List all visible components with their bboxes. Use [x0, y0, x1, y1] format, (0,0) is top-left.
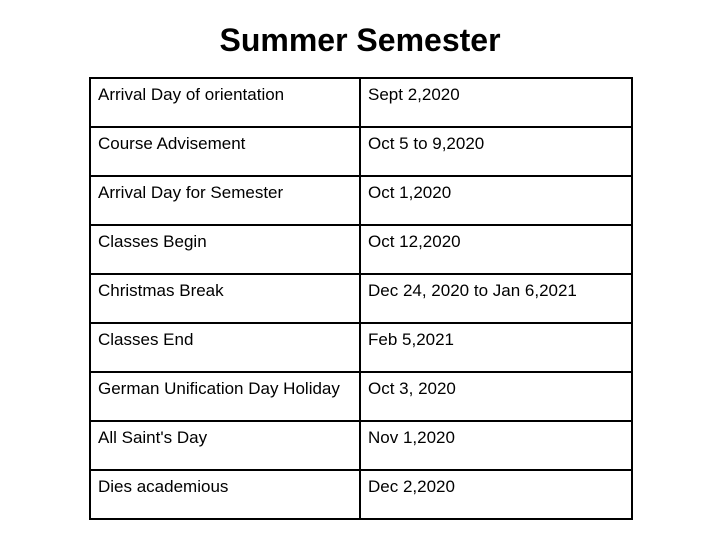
event-cell: Dies academious — [90, 470, 360, 519]
page-title: Summer Semester — [219, 22, 501, 58]
table-row — [90, 127, 632, 176]
table-row — [90, 225, 632, 274]
table-row — [90, 470, 632, 519]
table-row — [90, 78, 632, 127]
date-cell: Sept 2,2020 — [360, 78, 632, 127]
table-row — [90, 421, 632, 470]
event-cell: Arrival Day of orientation — [90, 78, 360, 127]
event-cell: Arrival Day for Semester — [90, 176, 360, 225]
event-cell: Course Advisement — [90, 127, 360, 176]
date-cell: Feb 5,2021 — [360, 323, 632, 372]
date-cell: Oct 5 to 9,2020 — [360, 127, 632, 176]
event-cell: Christmas Break — [90, 274, 360, 323]
table-row — [90, 323, 632, 372]
table-row — [90, 176, 632, 225]
event-cell: Classes End — [90, 323, 360, 372]
date-cell: Oct 1,2020 — [360, 176, 632, 225]
schedule-table — [89, 77, 633, 520]
table-row — [90, 274, 632, 323]
date-cell: Nov 1,2020 — [360, 421, 632, 470]
date-cell: Oct 3, 2020 — [360, 372, 632, 421]
date-cell: Oct 12,2020 — [360, 225, 632, 274]
table-row — [90, 372, 632, 421]
event-cell: All Saint's Day — [90, 421, 360, 470]
date-cell: Dec 2,2020 — [360, 470, 632, 519]
event-cell: Classes Begin — [90, 225, 360, 274]
event-cell: German Unification Day Holiday — [90, 372, 360, 421]
date-cell: Dec 24, 2020 to Jan 6,2021 — [360, 274, 632, 323]
